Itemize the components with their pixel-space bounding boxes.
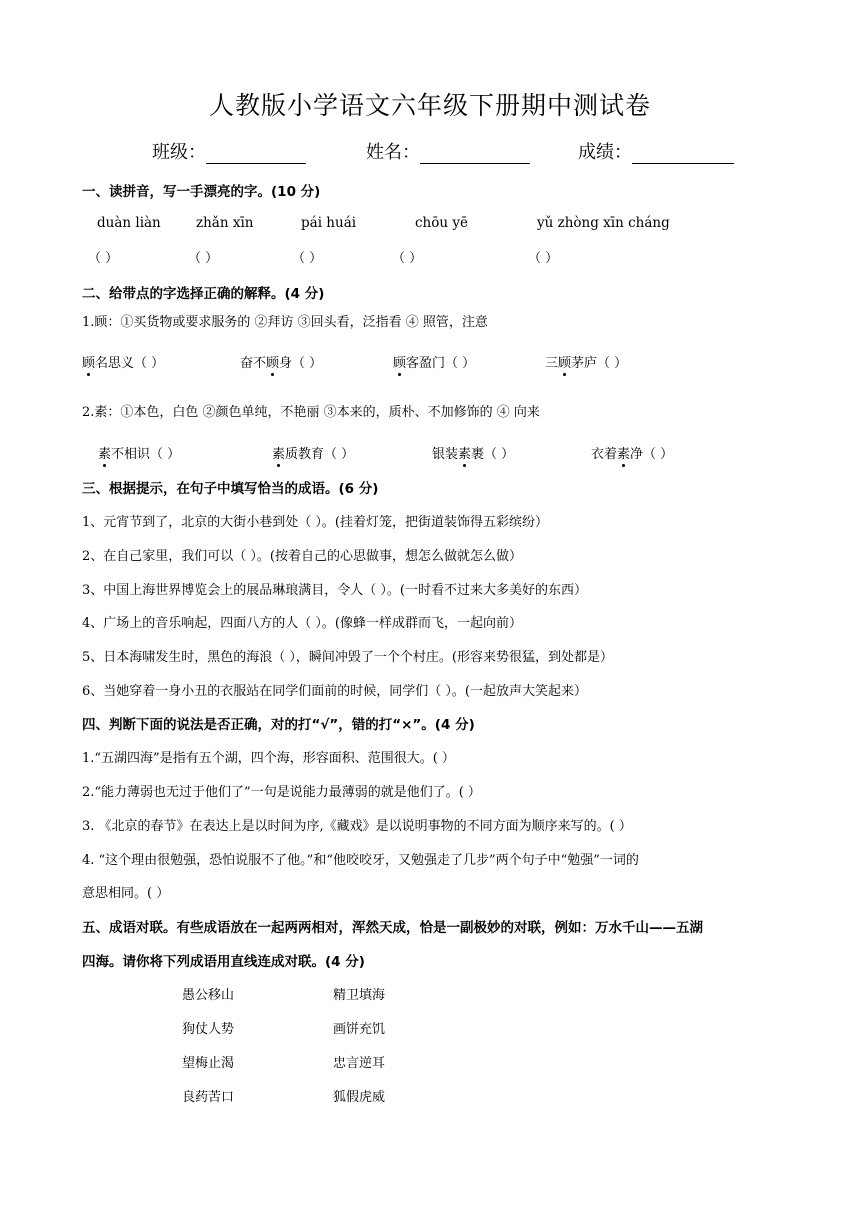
answer-bracket-3[interactable]: （ ） bbox=[292, 251, 323, 266]
class-blank[interactable] bbox=[206, 146, 306, 164]
q1-item-3: 顾客盈门（ ） bbox=[393, 356, 476, 371]
pinyin-3: pái huái bbox=[301, 215, 357, 231]
q2-item-1: 素不相识（ ） bbox=[98, 447, 181, 462]
name-field bbox=[366, 138, 530, 164]
section-3-heading: 三、根据提示，在句子中填写恰当的成语。(6 分) bbox=[82, 481, 379, 497]
name-label: 姓名： bbox=[366, 142, 420, 163]
pinyin-4: chōu yē bbox=[415, 215, 468, 231]
pinyin-2: zhǎn xīn bbox=[196, 215, 254, 231]
idiom-right-2[interactable]: 画饼充饥 bbox=[333, 1022, 386, 1037]
dotted-char: 素 bbox=[98, 447, 112, 462]
dotted-char: 素 bbox=[272, 447, 286, 462]
s4-line-4: 4. “这个理由很勉强，恐怕说服不了他。”和“他咬咬牙，又勉强走了几步”两个句子中“勉强”一词的 bbox=[82, 853, 639, 868]
s3-line-3: 3、中国上海世界博览会上的展品琳琅满目，令人（ ）。(一时看不过来大多美好的东西） bbox=[82, 583, 587, 598]
s3-line-6: 6、当她穿着一身小丑的衣服站在同学们面前的时候，同学们（ ）。(一起放声大笑起来） bbox=[82, 684, 587, 699]
q2-item-2: 素质教育（ ） bbox=[272, 447, 355, 462]
idiom-right-1[interactable]: 精卫填海 bbox=[333, 988, 386, 1003]
s4-line-2: 2.“能力薄弱也无过于他们了”一句是说能力最薄弱的就是他们了。( ） bbox=[82, 785, 481, 800]
score-label: 成绩： bbox=[578, 142, 632, 163]
class-label: 班级： bbox=[152, 142, 206, 163]
q2-definitions: 2.素：①本色，白色 ②颜色单纯，不艳丽 ③本来的，质朴、不加修饰的 ④ 向来 bbox=[82, 405, 540, 420]
q1-definitions: 1.顾：①买货物或要求服务的 ②拜访 ③回头看，泛指看 ④ 照管，注意 bbox=[82, 315, 488, 330]
s3-line-2: 2、在自己家里，我们可以（ ）。(按着自己的心思做事，想怎么做就怎么做） bbox=[82, 549, 522, 564]
dotted-char: 顾 bbox=[393, 356, 407, 371]
q2-item-4: 衣着素净（ ） bbox=[591, 447, 674, 462]
idiom-left-3[interactable]: 望梅止渴 bbox=[182, 1056, 235, 1071]
dotted-char: 素 bbox=[617, 447, 631, 462]
score-field bbox=[578, 138, 734, 164]
pinyin-1: duàn liàn bbox=[97, 215, 161, 231]
name-blank[interactable] bbox=[420, 146, 530, 164]
dotted-char: 顾 bbox=[82, 356, 96, 371]
dotted-char: 顾 bbox=[266, 356, 280, 371]
q2-item-3: 银装素裹（ ） bbox=[432, 447, 515, 462]
q1-item-4: 三顾茅庐（ ） bbox=[545, 356, 628, 371]
class-field bbox=[152, 138, 306, 164]
s3-line-1: 1、元宵节到了，北京的大街小巷到处（ ）。(挂着灯笼，把街道装饰得五彩缤纷） bbox=[82, 515, 548, 530]
section-4-heading: 四、判断下面的说法是否正确，对的打“√”，错的打“×”。(4 分) bbox=[82, 717, 475, 733]
idiom-left-4[interactable]: 良药苦口 bbox=[182, 1090, 235, 1105]
section-2-heading: 二、给带点的字选择正确的解释。(4 分) bbox=[82, 286, 325, 302]
answer-bracket-2[interactable]: （ ） bbox=[188, 251, 219, 266]
section-5-heading-line-2: 四海。请你将下列成语用直线连成对联。(4 分) bbox=[82, 954, 365, 970]
idiom-right-4[interactable]: 狐假虎威 bbox=[333, 1090, 386, 1105]
page-title: 人教版小学语文六年级下册期中测试卷 bbox=[208, 91, 651, 120]
answer-bracket-5[interactable]: （ ） bbox=[528, 251, 559, 266]
s3-line-5: 5、日本海啸发生时，黑色的海浪（ ），瞬间冲毁了一个个村庄。(形容来势很猛，到处都是） bbox=[82, 650, 613, 665]
score-blank[interactable] bbox=[632, 146, 734, 164]
idiom-left-1[interactable]: 愚公移山 bbox=[182, 988, 235, 1003]
idiom-right-3[interactable]: 忠言逆耳 bbox=[333, 1056, 386, 1071]
q1-item-1: 顾名思义（ ） bbox=[82, 356, 165, 371]
s4-line-1: 1.“五湖四海”是指有五个湖，四个海，形容面积、范围很大。( ） bbox=[82, 751, 455, 766]
s4-line-3: 3. 《北京的春节》在表达上是以时间为序,《藏戏》是以说明事物的不同方面为顺序来写的。( ） bbox=[82, 819, 632, 834]
answer-bracket-4[interactable]: （ ） bbox=[392, 251, 423, 266]
s3-line-4: 4、广场上的音乐响起，四面八方的人（ ）。(像蜂一样成群而飞，一起向前） bbox=[82, 616, 522, 631]
s4-line-5: 意思相同。( ） bbox=[82, 886, 170, 901]
dotted-char: 顾 bbox=[558, 356, 572, 371]
section-5-heading-line-1: 五、成语对联。有些成语放在一起两两相对，浑然天成，恰是一副极妙的对联，例如：万水千山——五湖 bbox=[82, 920, 703, 936]
pinyin-5: yǔ zhòng xīn cháng bbox=[537, 215, 670, 231]
answer-bracket-1[interactable]: （ ） bbox=[88, 251, 119, 266]
q1-item-2: 奋不顾身（ ） bbox=[240, 356, 323, 371]
section-1-heading: 一、读拼音，写一手漂亮的字。(10 分) bbox=[82, 184, 321, 200]
dotted-char: 素 bbox=[458, 447, 472, 462]
idiom-left-2[interactable]: 狗仗人势 bbox=[182, 1022, 235, 1037]
